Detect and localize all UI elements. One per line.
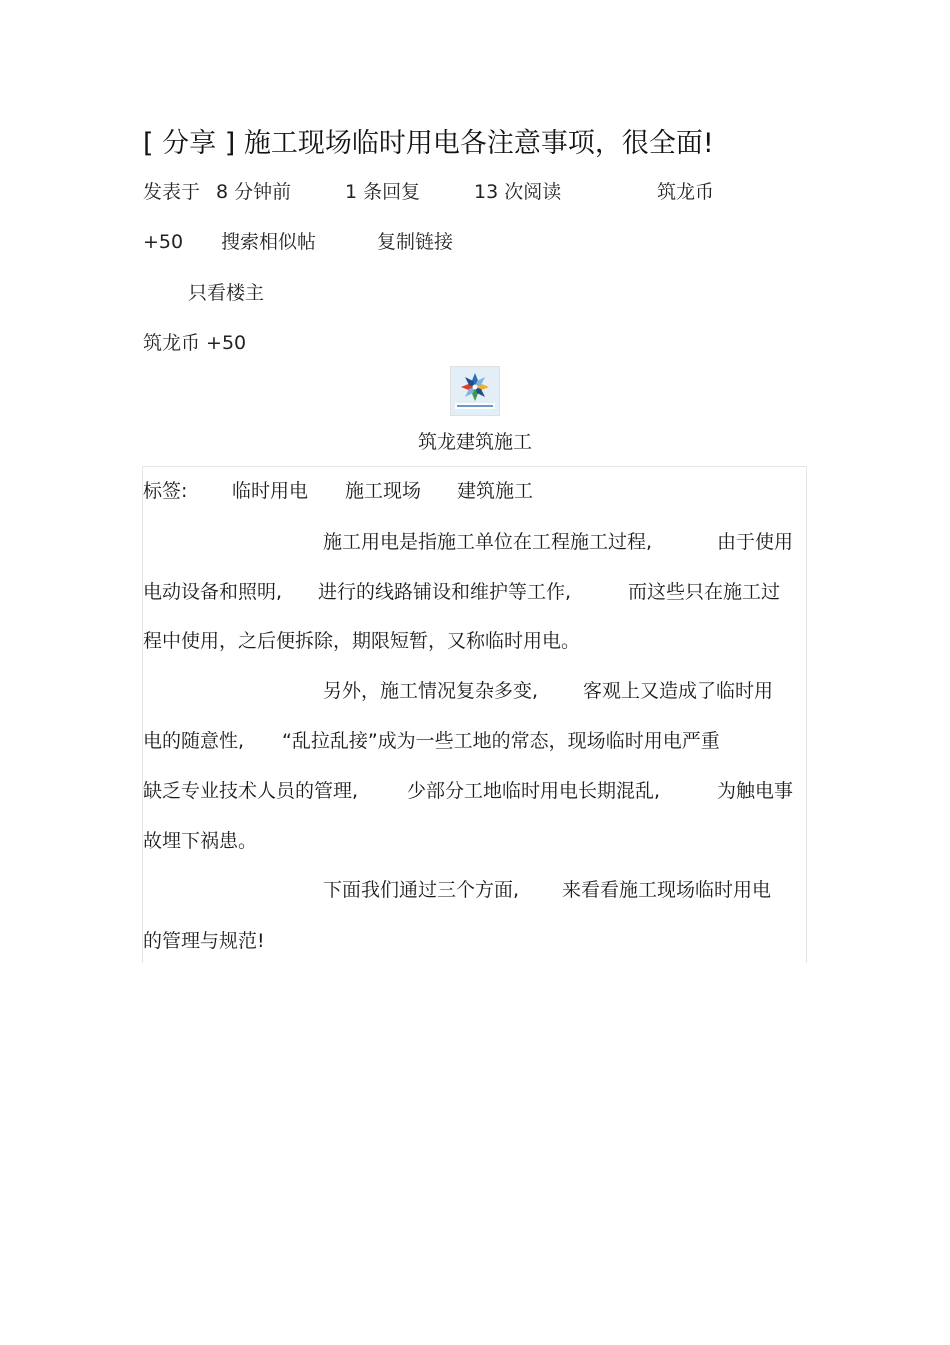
paragraph-text: 进行的线路铺设和维护等工作,	[318, 581, 572, 603]
tag-link[interactable]: 施工现场	[345, 480, 422, 502]
view-count: 13 次阅读	[474, 181, 562, 203]
author-name[interactable]: 筑龙建筑施工	[417, 431, 532, 453]
coin-reward: 筑龙币 +50	[143, 332, 247, 354]
posted-label: 发表于	[143, 181, 201, 203]
coin-value: +50	[143, 231, 184, 253]
paragraph-text: 的管理与规范!	[143, 930, 265, 952]
copy-link-button[interactable]: 复制链接	[377, 231, 454, 253]
zhulong-construction-logo-icon[interactable]	[450, 366, 500, 416]
reply-count[interactable]: 1 条回复	[345, 181, 421, 203]
paragraph-text: 施工用电是指施工单位在工程施工过程,	[323, 531, 653, 553]
paragraph-text: 来看看施工现场临时用电	[562, 879, 772, 901]
paragraph-text: “乱拉乱接”成为一些工地的常态，现场临时用电严重	[282, 730, 720, 752]
paragraph-text: 故埋下祸患。	[143, 830, 258, 852]
post-title: [ 分享 ] 施工现场临时用电各注意事项，很全面!	[143, 128, 714, 159]
tag-link[interactable]: 临时用电	[232, 480, 309, 502]
paragraph-text: 由于使用	[717, 531, 794, 553]
posted-time: 8 分钟前	[216, 181, 292, 203]
paragraph-text: 下面我们通过三个方面,	[323, 879, 520, 901]
paragraph-text: 少部分工地临时用电长期混乱,	[407, 780, 661, 802]
paragraph-text: 另外，施工情况复杂多变,	[323, 680, 539, 702]
paragraph-text: 电的随意性,	[143, 730, 245, 752]
paragraph-text: 为触电事	[717, 780, 794, 802]
paragraph-text: 电动设备和照明,	[143, 581, 283, 603]
search-similar-link[interactable]: 搜索相似帖	[221, 231, 317, 253]
paragraph-text: 客观上又造成了临时用	[583, 680, 774, 702]
paragraph-text: 缺乏专业技术人员的管理,	[143, 780, 359, 802]
paragraph-text: 而这些只在施工过	[628, 581, 781, 603]
paragraph-text: 程中使用，之后便拆除，期限短暂，又称临时用电。	[143, 630, 581, 652]
coin-label: 筑龙币	[657, 181, 715, 203]
tag-link[interactable]: 建筑施工	[457, 480, 534, 502]
only-author-link[interactable]: 只看楼主	[188, 282, 265, 304]
tags-label: 标签:	[143, 480, 188, 502]
